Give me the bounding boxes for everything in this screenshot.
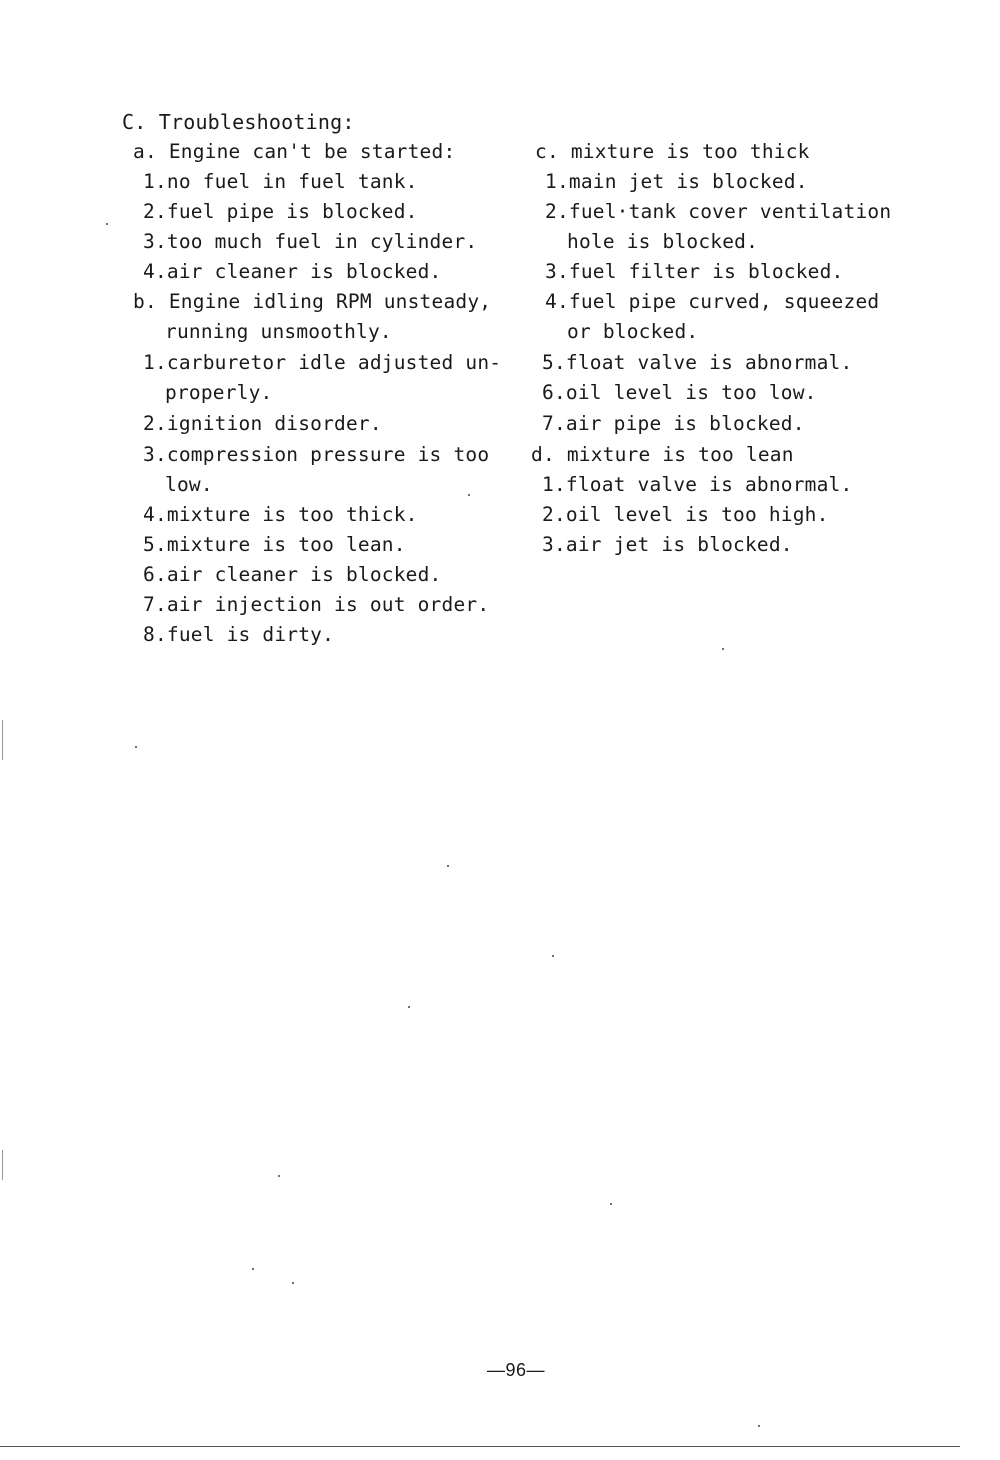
section-heading: C. Troubleshooting: — [122, 110, 355, 134]
scan-edge-mark — [2, 1150, 3, 1180]
scan-speck — [468, 494, 470, 496]
subsection-b-title-continued: running unsmoothly. — [165, 320, 392, 343]
scan-speck — [408, 1006, 410, 1008]
list-item: 7.air injection is out order. — [143, 593, 490, 616]
list-item: 4.fuel pipe curved, squeezed — [545, 290, 880, 313]
list-item-continued: or blocked. — [567, 320, 699, 343]
list-item: 2.ignition disorder. — [143, 412, 382, 435]
list-item: 4.air cleaner is blocked. — [143, 260, 442, 283]
scan-speck — [135, 746, 137, 748]
list-item: 1.carburetor idle adjusted un- — [143, 351, 502, 374]
list-item: 2.fuel·tank cover ventilation — [545, 200, 892, 223]
scan-speck — [447, 865, 449, 867]
subsection-b-title: b. Engine idling RPM unsteady, — [133, 290, 492, 313]
list-item: 2.fuel pipe is blocked. — [143, 200, 418, 223]
subsection-d-title: d. mixture is too lean — [531, 443, 794, 466]
scan-speck — [292, 1282, 294, 1284]
page-number: —96— — [487, 1360, 546, 1380]
list-item-continued: hole is blocked. — [567, 230, 759, 253]
list-item: 7.air pipe is blocked. — [542, 412, 805, 435]
scan-speck — [758, 1425, 760, 1427]
scan-speck — [722, 648, 724, 650]
list-item: 3.air jet is blocked. — [542, 533, 793, 556]
bottom-rule — [0, 1446, 960, 1447]
list-item: 6.air cleaner is blocked. — [143, 563, 442, 586]
list-item: 1.float valve is abnormal. — [542, 473, 853, 496]
list-item: 5.float valve is abnormal. — [542, 351, 853, 374]
list-item-continued: properly. — [165, 381, 273, 404]
list-item: 3.fuel filter is blocked. — [545, 260, 844, 283]
list-item: 4.mixture is too thick. — [143, 503, 418, 526]
scan-speck — [610, 1203, 612, 1205]
list-item: 3.too much fuel in cylinder. — [143, 230, 478, 253]
list-item: 5.mixture is too lean. — [143, 533, 406, 556]
list-item: 1.no fuel in fuel tank. — [143, 170, 418, 193]
scan-edge-mark — [2, 720, 3, 760]
scan-speck — [252, 1268, 254, 1270]
list-item: 3.compression pressure is too — [143, 443, 490, 466]
list-item-continued: low. — [165, 473, 213, 496]
scan-speck — [278, 1175, 280, 1177]
scan-speck — [552, 955, 554, 957]
list-item: 6.oil level is too low. — [542, 381, 817, 404]
scan-speck — [106, 223, 108, 225]
list-item: 1.main jet is blocked. — [545, 170, 808, 193]
list-item: 8.fuel is dirty. — [143, 623, 335, 646]
subsection-a-title: a. Engine can't be started: — [133, 140, 456, 163]
subsection-c-title: c. mixture is too thick — [535, 140, 810, 163]
list-item: 2.oil level is too high. — [542, 503, 829, 526]
